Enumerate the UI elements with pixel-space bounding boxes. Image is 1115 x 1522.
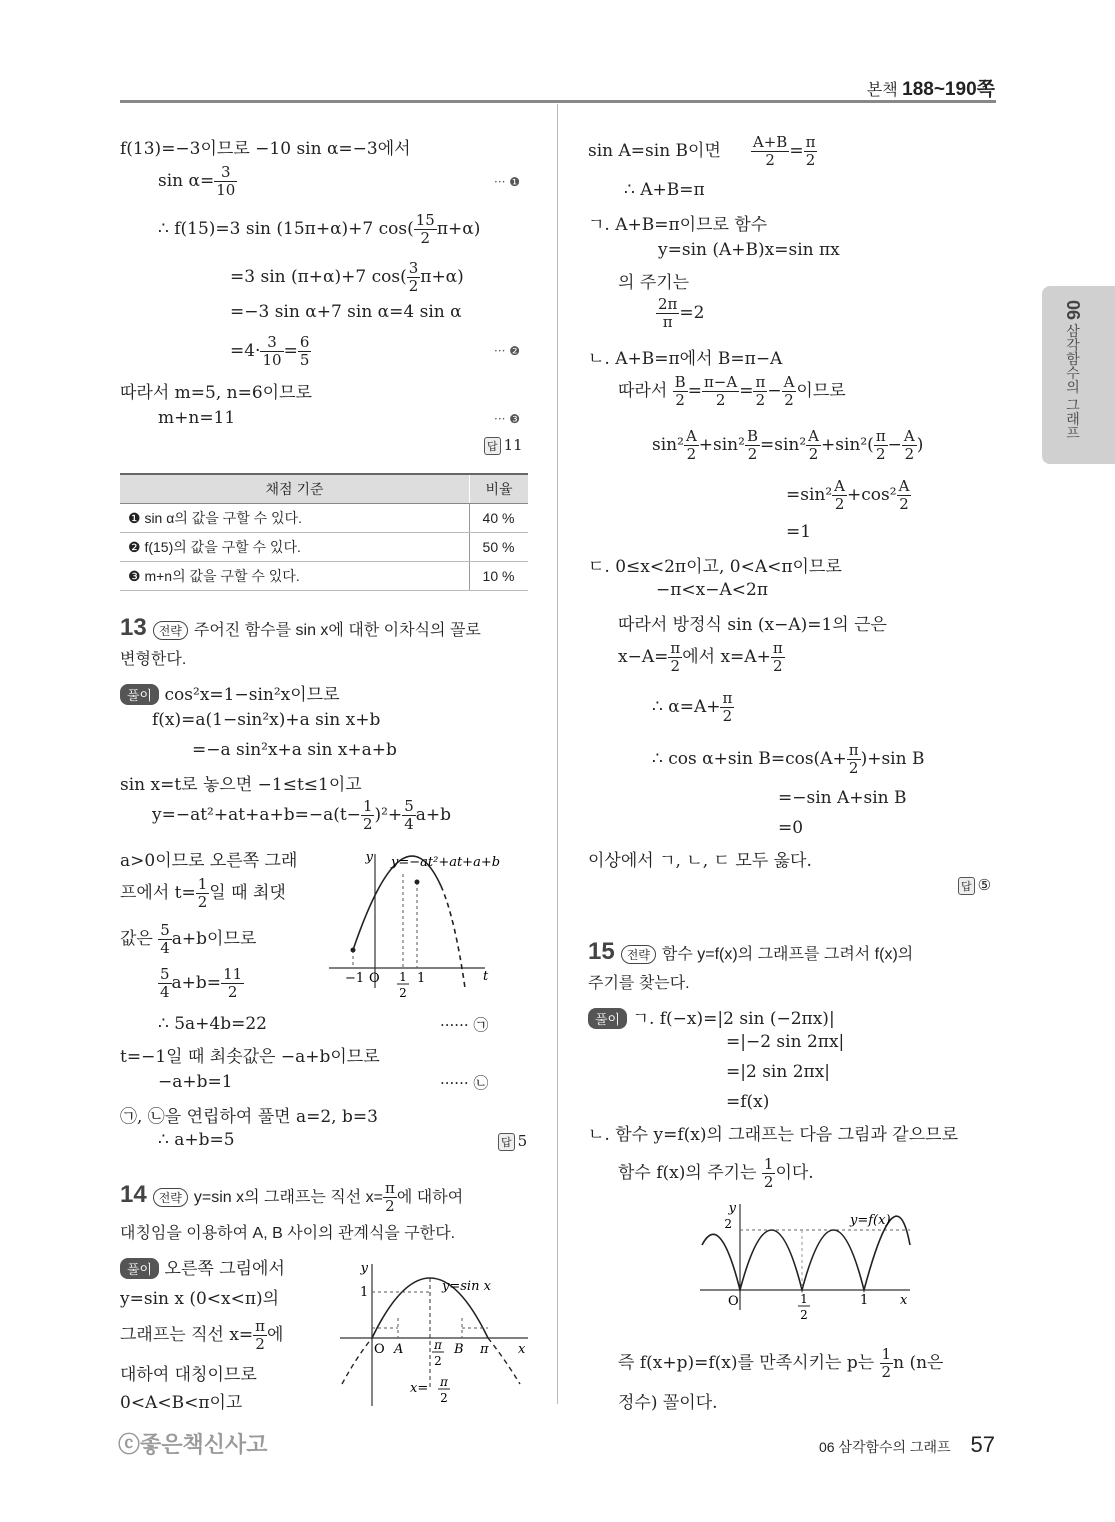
sine-graph: [338, 1258, 538, 1408]
page-reference: 본책 188~190쪽: [866, 79, 995, 100]
chapter-tab: 06 삼각함수의 그래프: [1042, 286, 1115, 464]
sol-line: 대하여 대칭이므로: [120, 1365, 257, 1385]
sol-line: m+n=11: [158, 408, 236, 428]
strategy-text: 변형한다.: [120, 651, 187, 668]
publisher-logo: ⓒ좋은책신사고: [118, 1432, 268, 1457]
tick-label: 1: [360, 1285, 369, 1300]
tick-label: 2: [800, 1308, 808, 1322]
sol-line: y=−at²+at+a+b=−a(t− $\frac{1}{2}$ )²+ $\frac{5}{4}$ a+b: [152, 797, 451, 833]
sol-line: 즉 f(x+p)=f(x)를 만족시키는 p는 $\frac{1}{2}$ n (n은: [618, 1345, 944, 1381]
sol-line: t=−1일 때 최솟값은 −a+b이므로: [120, 1047, 380, 1067]
sol-line: =−sin A+sin B: [778, 788, 907, 808]
sol-line: =|−2 sin 2πx|: [726, 1032, 845, 1052]
sol-line: sin² $\frac{A}{2}$ +sin² $\frac{B}{2}$ =sin² $\frac{A}{2}$ +sin²( $\frac{\pi}{2}$ − $\frac{A}{2}$ ): [652, 427, 924, 463]
sol-line: sin x=t로 놓으면 −1≤t≤1이고: [120, 775, 362, 795]
sol-line: =−a sin²x+a sin x+a+b: [192, 740, 397, 760]
sol-line: ∴ f(15)=3 sin (15π+α)+7 cos( $\frac{15}{2}$ π+α): [158, 211, 481, 247]
sol-line: y=sin x (0<x<π)의: [120, 1289, 280, 1309]
top-rule: [120, 100, 996, 103]
sol-line: 이상에서 ㄱ, ㄴ, ㄷ 모두 옳다.: [588, 851, 812, 871]
tick-label: 2: [434, 1354, 442, 1368]
sol-line: =−3 sin α+7 sin α=4 sin α: [230, 302, 462, 322]
sol-line: ㉠, ㉡을 연립하여 풀면 a=2, b=3: [120, 1107, 378, 1127]
tick-label: π: [434, 1338, 442, 1352]
parabola-graph: [325, 848, 525, 1004]
sol-line: x−A= $\frac{\pi}{2}$ 에서 x=A+ $\frac{\pi}{2}$: [618, 639, 783, 675]
sol-line: =3 sin (π+α)+7 cos( $\frac{3}{2}$ π+α): [230, 259, 464, 295]
sol-line: 의 주기는: [618, 273, 690, 293]
tick-label: 1: [860, 1293, 869, 1308]
graph-y-label: y: [728, 1201, 736, 1216]
tick-label: π: [480, 1342, 489, 1357]
graph-curve-label: y=sin x: [442, 1279, 491, 1294]
strategy-text: 주기를 찾는다.: [588, 975, 690, 992]
sol-line: 값은 $\frac{5}{4}$ a+b이므로: [120, 921, 257, 957]
axis-eq-label: π: [440, 1375, 448, 1389]
graph-curve-label: y=−at²+at+a+b: [391, 855, 501, 870]
tick-label: 1: [800, 1292, 808, 1306]
table-header: 비율: [470, 474, 529, 504]
sol-line: 풀이 ㄱ. f(−x)=|2 sin (−2πx)|: [588, 1004, 835, 1029]
graph-x-label: t: [483, 969, 489, 984]
sol-line: $\frac{5}{4}$ a+b= $\frac{11}{2}$: [160, 965, 243, 1001]
tick-label: 2: [399, 986, 407, 1000]
point-label: A: [394, 1342, 404, 1357]
step-marker: ··· ❶: [494, 175, 521, 189]
table-row: ❷ f(15)의 값을 구할 수 있다. 50 %: [120, 533, 528, 562]
answer-badge: 답 5: [498, 1132, 527, 1151]
sol-line: =sin² $\frac{A}{2}$ +cos² $\frac{A}{2}$: [786, 477, 910, 513]
graph-x-label: x: [518, 1342, 526, 1357]
problem-15-heading: 15 전략 함수 y=f(x)의 그래프를 그려서 f(x)의: [588, 938, 914, 965]
grading-table: [120, 473, 528, 591]
sol-line: ㄱ. A+B=π이므로 함수: [588, 215, 768, 235]
sol-line: y=sin (A+B)x=sin πx: [658, 240, 840, 260]
sol-line: 따라서 m=5, n=6이므로: [120, 383, 312, 403]
sol-line: =4· $\frac{3}{10}$ = $\frac{6}{5}$: [230, 333, 310, 369]
graph-curve-label: y=f(x): [850, 1213, 891, 1228]
strategy-text: 대칭임을 이용하여 A, B 사이의 관계식을 구한다.: [120, 1225, 456, 1242]
sol-line: =0: [778, 818, 804, 838]
graph-x-label: x: [900, 1293, 908, 1308]
sol-line: −a+b=1: [158, 1072, 233, 1092]
sol-line: =1: [786, 522, 812, 542]
sol-line: −π<x−A<2π: [656, 580, 769, 600]
axis-eq-label: 2: [440, 1391, 448, 1405]
sol-line: 그래프는 직선 x= $\frac{\pi}{2}$ 에: [120, 1317, 284, 1353]
sol-line: 따라서 방정식 sin (x−A)=1의 근은: [618, 615, 887, 635]
column-divider: [557, 104, 558, 1404]
problem-13-heading: 13 전략 주어진 함수를 sin x에 대한 이차식의 꼴로: [120, 614, 481, 641]
sol-line: f(x)=a(1−sin²x)+a sin x+b: [152, 710, 381, 730]
answer-badge: 답 ⑤: [958, 876, 991, 895]
point-label: B: [454, 1342, 464, 1357]
sol-line: sin A=sin B이면 $\frac{A+B}{2}$ = $\frac{\pi}{2}$: [588, 133, 816, 169]
sol-line: ∴ a+b=5: [158, 1130, 235, 1150]
origin-label: O: [728, 1294, 739, 1309]
answer-badge: 답 11: [484, 436, 523, 455]
table-row: ❶ sin α의 값을 구할 수 있다. 40 %: [120, 504, 528, 533]
axis-eq-label: x=: [410, 1381, 429, 1396]
sol-line: =|2 sin 2πx|: [726, 1062, 831, 1082]
table-row: ❸ m+n의 값을 구할 수 있다. 10 %: [120, 562, 528, 591]
sol-line: =f(x): [726, 1092, 770, 1112]
graph-y-label: y: [360, 1261, 368, 1276]
tick-label: 1: [417, 971, 426, 986]
origin-label: O: [374, 1342, 385, 1357]
sol-line: ∴ α=A+ $\frac{\pi}{2}$: [652, 689, 733, 725]
sol-line: 풀이 오른쪽 그림에서: [120, 1254, 285, 1279]
page-number: 57: [970, 1432, 995, 1457]
sol-line: 따라서 $\frac{B}{2}$ = $\frac{\pi-A}{2}$ = $\frac{\pi}{2}$ − $\frac{A}{2}$ 이므로: [618, 373, 846, 409]
sol-line: 함수 f(x)의 주기는 $\frac{1}{2}$ 이다.: [618, 1155, 814, 1191]
sol-line: a>0이므로 오른쪽 그래: [120, 851, 298, 871]
step-marker: ··· ❷: [494, 344, 521, 358]
sol-line: ㄴ. A+B=π에서 B=π−A: [588, 349, 783, 369]
table-header: 채점 기준: [120, 474, 470, 504]
graph-y-label: y: [365, 850, 373, 865]
sol-line: ㄷ. 0≤x<2π이고, 0<A<π이므로: [588, 557, 842, 577]
eq-label: ······ ㉡: [440, 1074, 489, 1092]
sol-line: ∴ A+B=π: [624, 180, 705, 200]
origin-label: O: [369, 971, 380, 986]
sol-line: 정수) 꼴이다.: [618, 1393, 718, 1413]
sol-line: ∴ cos α+sin B=cos(A+ $\frac{\pi}{2}$ )+sin B: [652, 741, 925, 777]
sol-line: 0<A<B<π이고: [120, 1393, 243, 1413]
sol-line: sin α= $\frac{3}{10}$: [158, 163, 236, 199]
tick-label: 1: [399, 970, 407, 984]
eq-label: ······ ㉠: [440, 1016, 489, 1034]
sol-line: ㄴ. 함수 y=f(x)의 그래프는 다음 그림과 같으므로: [588, 1125, 958, 1145]
sol-line: f(13)=−3이므로 −10 sin α=−3에서: [120, 139, 411, 159]
sol-line: $\frac{2\pi}{\pi}$ =2: [658, 295, 705, 331]
problem-14-heading: 14 전략 y=sin x의 그래프는 직선 x= $\frac{\pi}{2}$ 에 대하여: [120, 1179, 464, 1215]
page-footer: 06 삼각함수의 그래프 57: [818, 1432, 995, 1457]
abs-sine-graph: [690, 1200, 920, 1330]
tick-label: 2: [724, 1217, 732, 1231]
sol-line: 프에서 t= $\frac{1}{2}$ 일 때 최댓: [120, 875, 286, 911]
sol-line: 풀이 cos²x=1−sin²x이므로: [120, 680, 340, 705]
tick-label: −1: [345, 971, 365, 986]
step-marker: ··· ❸: [494, 412, 521, 426]
sol-line: ∴ 5a+4b=22: [158, 1014, 267, 1034]
